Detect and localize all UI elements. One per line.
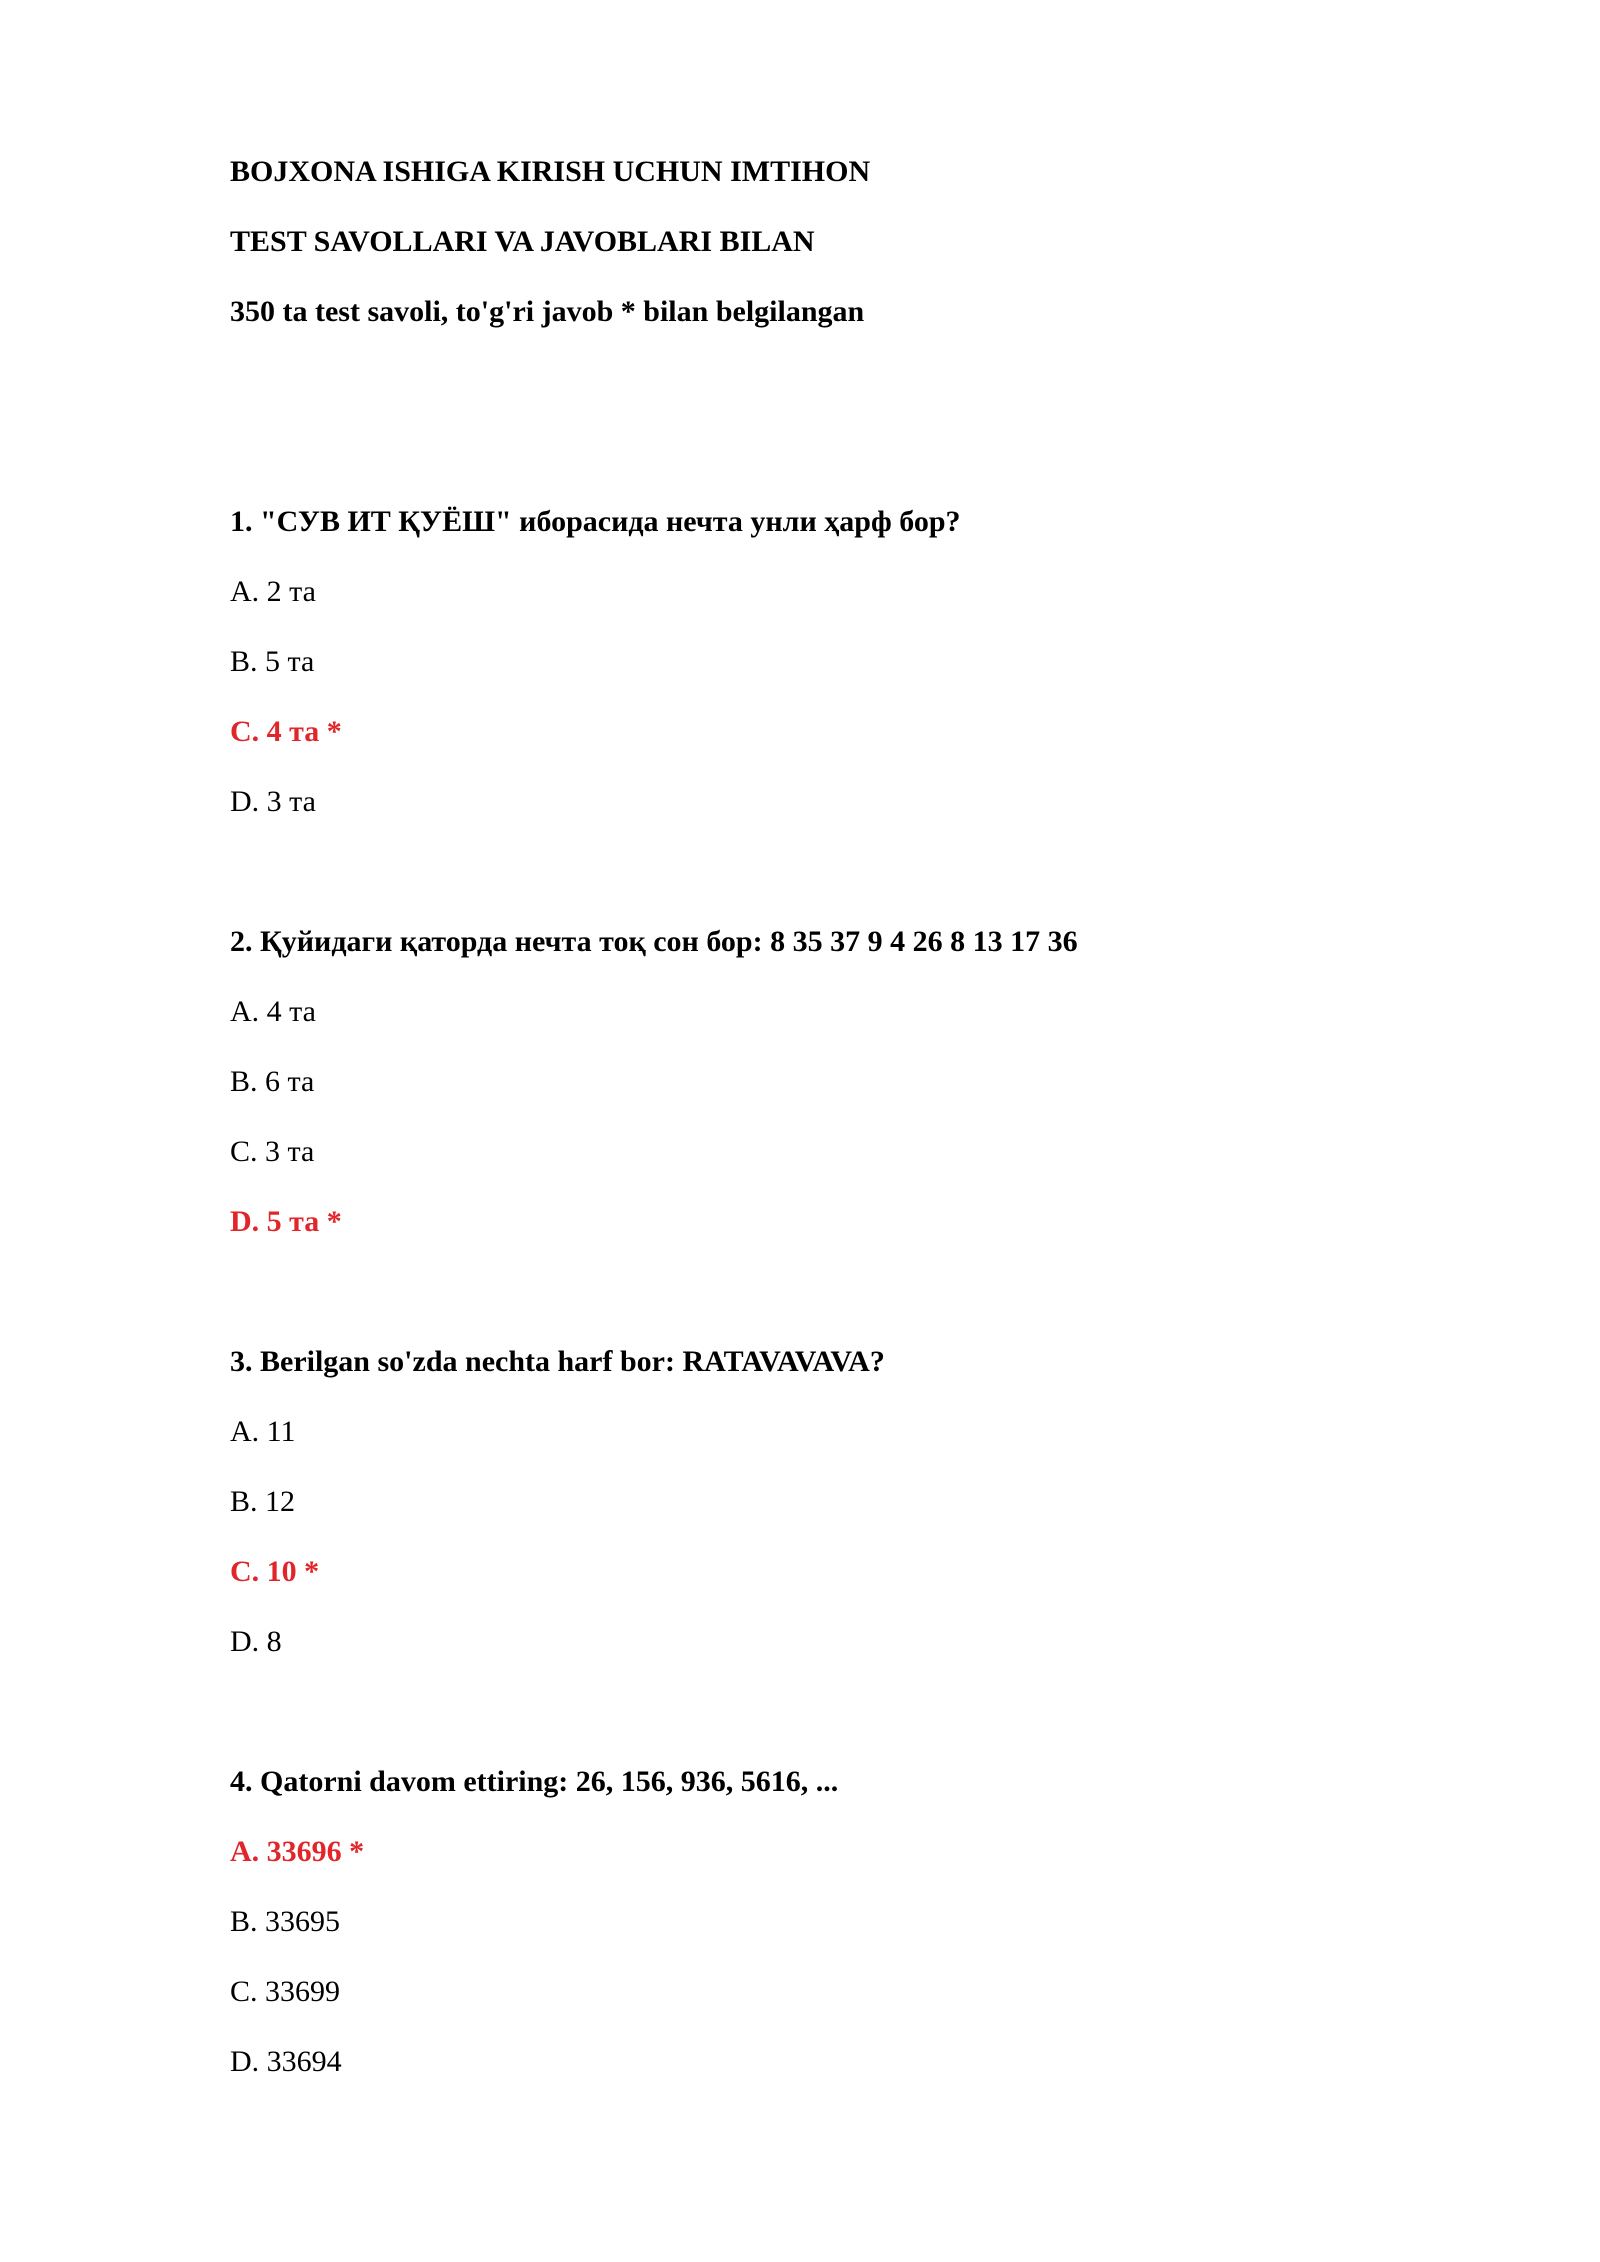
answer-option: D. 5 та * [230, 1205, 342, 1238]
question-text: 1. "СУВ ИТ ҚУЁШ" иборасида нечта унли ҳарф бор? [230, 505, 961, 538]
answer-option: C. 33699 [230, 1975, 341, 2008]
question-text: 2. Қуйидаги қаторда нечта тоқ сон бор: 8 35 37 9 4 26 8 13 17 36 [230, 925, 1078, 958]
document-subtitle: TEST SAVOLLARI VA JAVOBLARI BILAN [230, 225, 815, 258]
question-text: 4. Qatorni davom ettiring: 26, 156, 936, 5616, ... [230, 1765, 839, 1798]
answer-option: A. 11 [230, 1415, 296, 1448]
answer-option: A. 4 та [230, 995, 316, 1028]
answer-option: B. 6 та [230, 1065, 315, 1098]
answer-option: D. 8 [230, 1625, 282, 1658]
answer-option: D. 33694 [230, 2045, 342, 2078]
document-note: 350 ta test savoli, to'g'ri javob * bilan belgilangan [230, 295, 865, 328]
answer-option: B. 5 та [230, 645, 315, 678]
answer-option: B. 12 [230, 1485, 296, 1518]
question-text: 3. Berilgan so'zda nechta harf bor: RATAVAVAVA? [230, 1345, 885, 1378]
answer-option: C. 3 та [230, 1135, 315, 1168]
answer-option: C. 4 та * [230, 715, 342, 748]
document-title: BOJXONA ISHIGA KIRISH UCHUN IMTIHON [230, 155, 871, 188]
answer-option: D. 3 та [230, 785, 316, 818]
answer-option: A. 2 та [230, 575, 316, 608]
answer-option: A. 33696 * [230, 1835, 365, 1868]
answer-option: C. 10 * [230, 1555, 320, 1588]
answer-option: B. 33695 [230, 1905, 341, 1938]
